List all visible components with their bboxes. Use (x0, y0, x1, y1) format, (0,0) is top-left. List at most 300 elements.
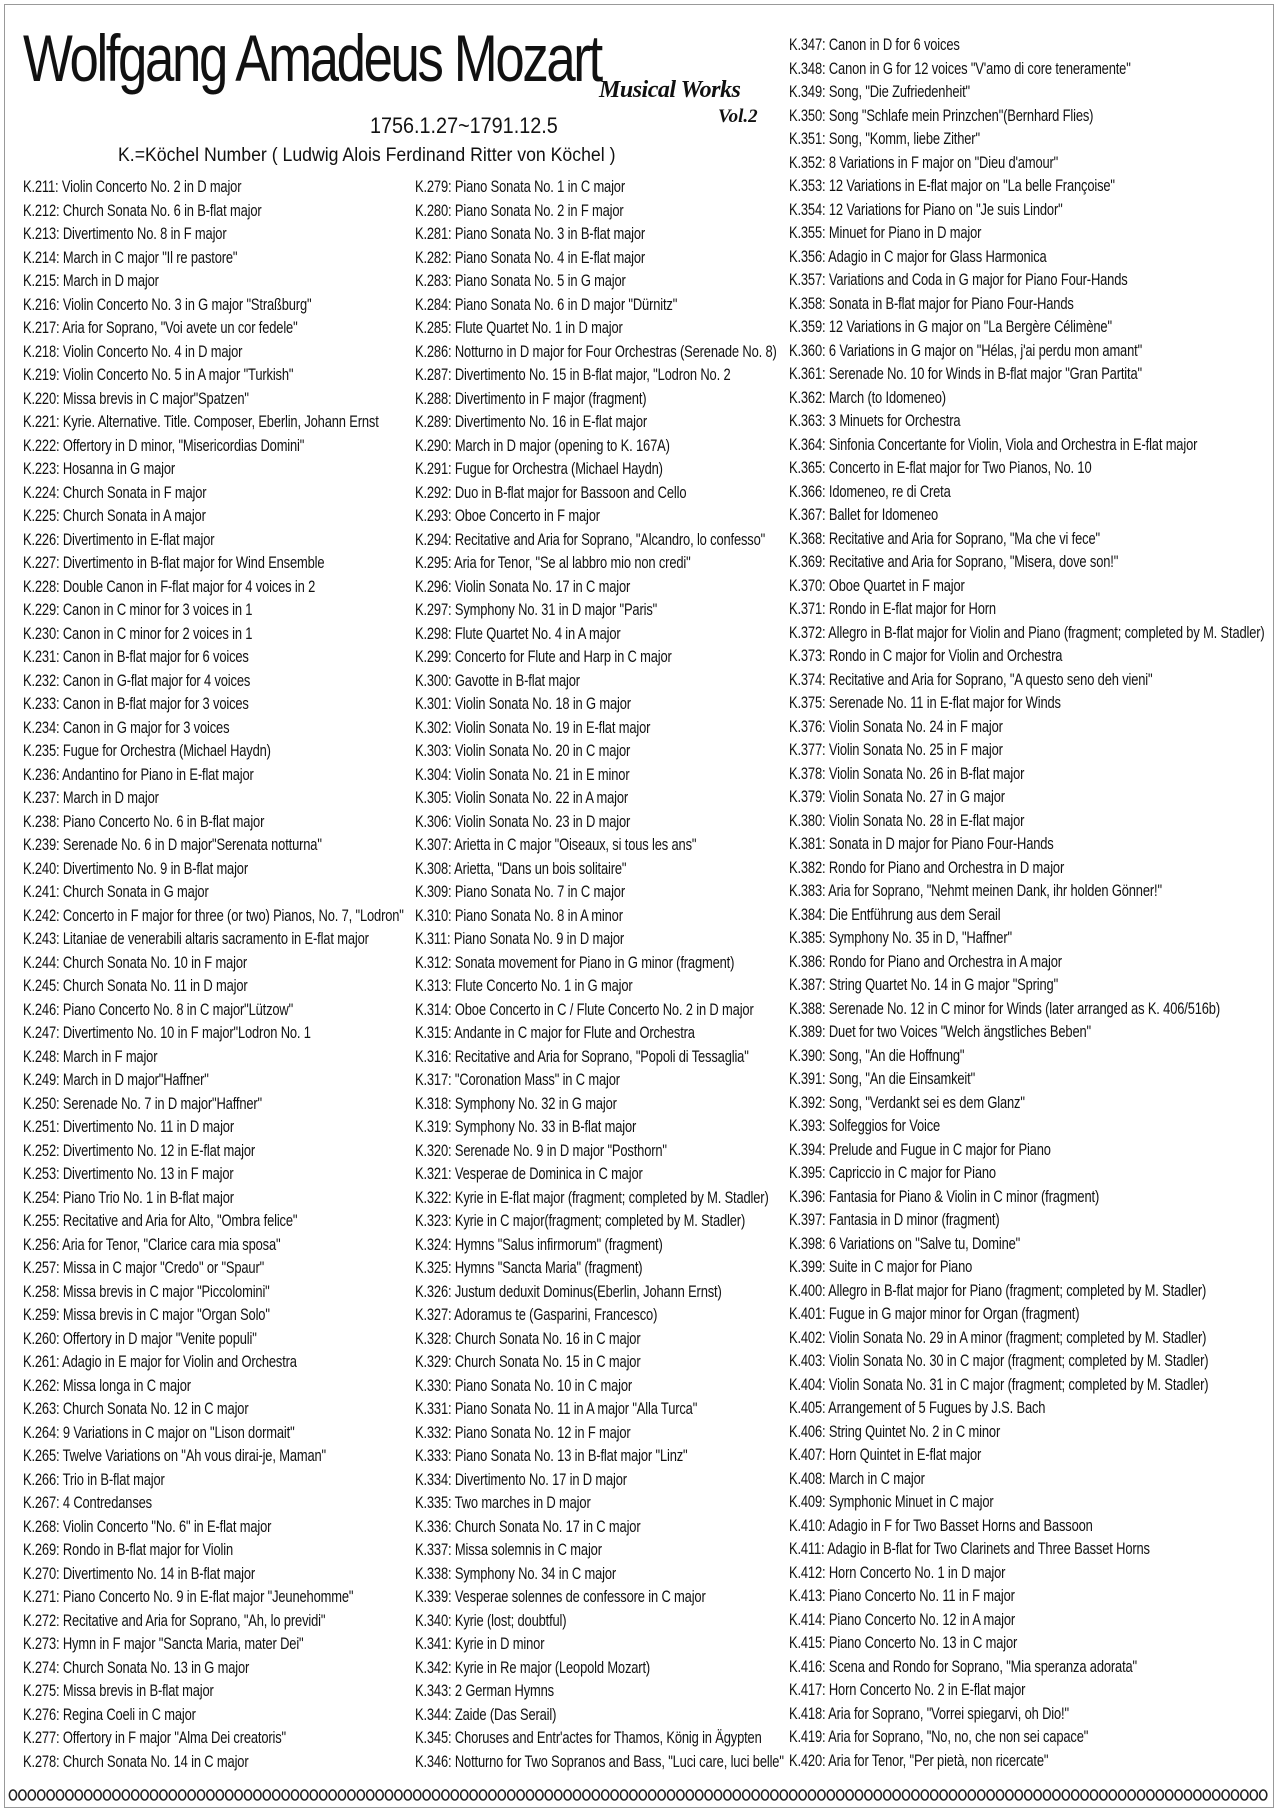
work-entry: K.246: Piano Concerto No. 8 in C major"Lützow" (23, 999, 294, 1019)
work-entry: K.317: "Coronation Mass" in C major (415, 1070, 620, 1089)
work-entry: K.252: Divertimento No. 12 in E-flat major (23, 1140, 256, 1160)
border-dot (254, 1790, 261, 1800)
border-dot (1100, 1790, 1107, 1800)
work-entry: K.375: Serenade No. 11 in E-flat major for Winds (789, 693, 1061, 712)
border-dot (338, 1790, 345, 1800)
border-dot (940, 1790, 947, 1800)
work-entry: K.256: Aria for Tenor, "Clarice cara mia sposa" (23, 1234, 281, 1254)
work-entry: K.390: Song, "An die Hoffnung" (789, 1045, 965, 1065)
border-dot (733, 1790, 740, 1800)
work-entry: K.340: Kyrie (lost; doubtful) (415, 1610, 567, 1630)
border-dot (169, 1790, 176, 1800)
work-entry: K.325: Hymns "Sancta Maria" (fragment) (415, 1258, 643, 1277)
work-entry: K.332: Piano Sonata No. 12 in F major (415, 1422, 631, 1442)
border-dot (357, 1790, 364, 1800)
work-entry: K.224: Church Sonata in F major (23, 482, 207, 502)
work-entry: K.418: Aria for Soprano, "Vorrei spiegarvi, oh Dio!" (789, 1703, 1069, 1723)
border-dot (799, 1790, 806, 1800)
work-entry: K.368: Recitative and Aria for Soprano, "Ma che vi fece" (789, 528, 1100, 548)
work-entry: K.411: Adagio in B-flat for Two Clarinets and Three Basset Horns (789, 1539, 1150, 1558)
border-dot (921, 1790, 928, 1800)
work-entry: K.369: Recitative and Aria for Soprano, "Misera, dove son!" (789, 552, 1119, 571)
border-dot (620, 1790, 627, 1800)
work-entry: K.235: Fugue for Orchestra (Michael Haydn) (23, 741, 271, 760)
border-dot (564, 1790, 571, 1800)
work-entry: K.310: Piano Sonata No. 8 in A minor (415, 905, 623, 925)
border-dot (583, 1790, 590, 1800)
work-entry: K.296: Violin Sonata No. 17 in C major (415, 576, 631, 596)
title-block (23, 21, 793, 175)
work-entry: K.257: Missa in C major "Credo" or "Spaur" (23, 1258, 265, 1277)
border-dot (1184, 1790, 1191, 1800)
work-entry: K.293: Oboe Concerto in F major (415, 506, 600, 525)
border-dot (291, 1790, 298, 1800)
border-dot (1203, 1790, 1210, 1800)
work-entry: K.314: Oboe Concerto in C / Flute Concerto No. 2 in D major (415, 999, 754, 1019)
document-page (4, 4, 1274, 1808)
work-entry: K.321: Vesperae de Dominica in C major (415, 1164, 643, 1183)
work-entry: K.420: Aria for Tenor, "Per pietà, non ricercate" (789, 1750, 1049, 1770)
work-entry: K.358: Sonata in B-flat major for Piano Four-Hands (789, 293, 1074, 313)
work-entry: K.384: Die Entführung aus dem Serail (789, 904, 1001, 924)
work-entry: K.244: Church Sonata No. 10 in F major (23, 952, 248, 972)
work-entry: K.279: Piano Sonata No. 1 in C major (415, 177, 625, 196)
work-entry: K.261: Adagio in E major for Violin and Orchestra (23, 1352, 297, 1371)
border-dot (1062, 1790, 1069, 1800)
work-entry: K.309: Piano Sonata No. 7 in C major (415, 882, 625, 901)
work-entry: K.308: Arietta, "Dans un bois solitaire" (415, 858, 627, 878)
border-dot (705, 1790, 712, 1800)
border-dot (1043, 1790, 1050, 1800)
work-entry: K.312: Sonata movement for Piano in G minor (fragment) (415, 952, 735, 972)
work-entry: K.218: Violin Concerto No. 4 in D major (23, 341, 243, 361)
work-entry: K.342: Kyrie in Re major (Leopold Mozart) (415, 1657, 651, 1677)
work-entry: K.335: Two marches in D major (415, 1493, 591, 1512)
work-entry: K.243: Litaniae de venerabili altaris sacramento in E-flat major (23, 929, 369, 948)
work-entry: K.402: Violin Sonata No. 29 in A minor (fragment; completed by M. Stadler) (789, 1327, 1207, 1347)
border-dot (38, 1790, 45, 1800)
work-entry: K.305: Violin Sonata No. 22 in A major (415, 788, 629, 807)
work-entry: K.343: 2 German Hymns (415, 1681, 554, 1700)
border-dot (244, 1790, 251, 1800)
border-dot (1034, 1790, 1041, 1800)
border-dot (414, 1790, 421, 1800)
work-entry: K.229: Canon in C minor for 3 voices in 1 (23, 600, 253, 619)
border-dot (696, 1790, 703, 1800)
work-entry: K.380: Violin Sonata No. 28 in E-flat major (789, 810, 1025, 830)
border-dot (517, 1790, 524, 1800)
work-entry: K.383: Aria for Soprano, "Nehmt meinen Dank, ihr holden Gönner!" (789, 881, 1162, 900)
work-entry: K.271: Piano Concerto No. 9 in E-flat major "Jeunehomme" (23, 1587, 354, 1606)
border-dot (489, 1790, 496, 1800)
work-entry: K.291: Fugue for Orchestra (Michael Haydn) (415, 459, 663, 478)
work-entry: K.416: Scena and Rondo for Soprano, "Mia speranza adorata" (789, 1656, 1137, 1676)
work-entry: K.254: Piano Trio No. 1 in B-flat major (23, 1187, 234, 1207)
work-entry: K.405: Arrangement of 5 Fugues by J.S. Bach (789, 1398, 1046, 1417)
work-entry: K.409: Symphonic Minuet in C major (789, 1492, 994, 1511)
work-entry: K.220: Missa brevis in C major"Spatzen" (23, 388, 249, 408)
border-dot (329, 1790, 336, 1800)
border-dot (931, 1790, 938, 1800)
work-entry: K.230: Canon in C minor for 2 voices in 1 (23, 623, 253, 643)
border-dot (874, 1790, 881, 1800)
work-entry: K.359: 12 Variations in G major on "La Bergère Célimène" (789, 317, 1112, 336)
border-dot (1222, 1790, 1229, 1800)
work-entry: K.403: Violin Sonata No. 30 in C major (fragment; completed by M. Stadler) (789, 1351, 1209, 1370)
border-dot (423, 1790, 430, 1800)
work-entry: K.268: Violin Concerto "No. 6" in E-flat major (23, 1516, 272, 1536)
border-dot (348, 1790, 355, 1800)
work-entry: K.349: Song, "Die Zufriedenheit" (789, 82, 970, 101)
border-dot (987, 1790, 994, 1800)
work-entry: K.376: Violin Sonata No. 24 in F major (789, 716, 1003, 736)
work-entry: K.366: Idomeneo, re di Creta (789, 481, 951, 501)
volume-label: Vol.2 (718, 106, 758, 127)
border-dot (630, 1790, 637, 1800)
border-dot (771, 1790, 778, 1800)
work-entry: K.262: Missa longa in C major (23, 1375, 191, 1395)
work-entry: K.397: Fantasia in D minor (fragment) (789, 1210, 1000, 1229)
border-dot (1241, 1790, 1248, 1800)
work-entry: K.399: Suite in C major for Piano (789, 1257, 973, 1276)
work-entry: K.401: Fugue in G major minor for Organ (fragment) (789, 1304, 1080, 1323)
border-dot (639, 1790, 646, 1800)
work-entry: K.333: Piano Sonata No. 13 in B-flat major "Linz" (415, 1446, 688, 1465)
work-entry: K.396: Fantasia for Piano & Violin in C minor (fragment) (789, 1186, 1100, 1206)
border-dot (113, 1790, 120, 1800)
work-entry: K.282: Piano Sonata No. 4 in E-flat major (415, 247, 646, 267)
work-entry: K.322: Kyrie in E-flat major (fragment; completed by M. Stadler) (415, 1187, 769, 1207)
border-dot (320, 1790, 327, 1800)
work-entry: K.251: Divertimento No. 11 in D major (23, 1117, 234, 1136)
border-dot (122, 1790, 129, 1800)
border-dot (442, 1790, 449, 1800)
border-dot (132, 1790, 139, 1800)
work-entry: K.242: Concerto in F major for three (or two) Pianos, No. 7, "Lodron" (23, 905, 404, 925)
work-entry: K.286: Notturno in D major for Four Orchestras (Serenade No. 8) (415, 341, 777, 361)
work-entry: K.287: Divertimento No. 15 in B-flat major, "Lodron No. 2 (415, 365, 731, 384)
border-dot (1090, 1790, 1097, 1800)
work-entry: K.393: Solfeggios for Voice (789, 1116, 941, 1135)
border-dot (263, 1790, 270, 1800)
work-entry: K.249: March in D major"Haffner" (23, 1070, 209, 1089)
work-entry: K.315: Andante in C major for Flute and Orchestra (415, 1023, 695, 1042)
work-entry: K.371: Rondo in E-flat major for Horn (789, 599, 996, 618)
border-dot (150, 1790, 157, 1800)
work-entry: K.316: Recitative and Aria for Soprano, "Popoli di Tessaglia" (415, 1046, 749, 1066)
work-entry: K.245: Church Sonata No. 11 in D major (23, 976, 248, 995)
work-entry: K.412: Horn Concerto No. 1 in D major (789, 1562, 1006, 1582)
decorative-border (5, 1783, 1274, 1807)
border-dot (1147, 1790, 1154, 1800)
border-dot (1156, 1790, 1163, 1800)
work-entry: K.392: Song, "Verdankt sei es dem Glanz" (789, 1092, 1025, 1112)
border-dot (141, 1790, 148, 1800)
work-entry: K.350: Song "Schlafe mein Prinzchen"(Bernhard Flies) (789, 105, 1094, 125)
page-title: Wolfgang Amadeus Mozart (23, 21, 601, 95)
border-dot (1119, 1790, 1126, 1800)
work-entry: K.345: Choruses and Entr'actes for Thamos, König in Ägypten (415, 1728, 762, 1747)
work-entry: K.238: Piano Concerto No. 6 in B-flat major (23, 811, 265, 831)
border-dot (432, 1790, 439, 1800)
work-entry: K.347: Canon in D for 6 voices (789, 35, 960, 54)
work-entry: K.385: Symphony No. 35 in D, "Haffner" (789, 928, 1012, 947)
border-dot (667, 1790, 674, 1800)
work-entry: K.374: Recitative and Aria for Soprano, "A questo seno deh vieni" (789, 669, 1153, 689)
kochel-note: K.=Köchel Number ( Ludwig Alois Ferdinand Ritter von Köchel ) (118, 145, 616, 166)
work-entry: K.263: Church Sonata No. 12 in C major (23, 1399, 249, 1418)
border-dot (526, 1790, 533, 1800)
work-entry: K.357: Variations and Coda in G major for Piano Four-Hands (789, 270, 1128, 289)
border-dot (1137, 1790, 1144, 1800)
work-entry: K.298: Flute Quartet No. 4 in A major (415, 623, 621, 643)
work-entry: K.404: Violin Sonata No. 31 in C major (fragment; completed by M. Stadler) (789, 1374, 1209, 1394)
border-dot (179, 1790, 186, 1800)
work-entry: K.356: Adagio in C major for Glass Harmonica (789, 246, 1047, 266)
work-entry: K.275: Missa brevis in B-flat major (23, 1681, 214, 1700)
work-entry: K.341: Kyrie in D minor (415, 1634, 545, 1653)
work-entry: K.346: Notturno for Two Sopranos and Bass, "Luci care, luci belle" (415, 1751, 784, 1771)
work-entry: K.217: Aria for Soprano, "Voi avete un cor fedele" (23, 318, 298, 337)
border-dot (649, 1790, 656, 1800)
work-entry: K.265: Twelve Variations on "Ah vous dirai-je, Maman" (23, 1446, 326, 1465)
border-dot (28, 1790, 35, 1800)
work-entry: K.365: Concerto in E-flat major for Two Pianos, No. 10 (789, 458, 1092, 477)
work-entry: K.320: Serenade No. 9 in D major "Posthorn" (415, 1140, 667, 1160)
work-entry: K.415: Piano Concerto No. 13 in C major (789, 1633, 1018, 1652)
work-entry: K.213: Divertimento No. 8 in F major (23, 224, 227, 243)
border-dot (780, 1790, 787, 1800)
work-entry: K.223: Hosanna in G major (23, 459, 176, 478)
border-dot (714, 1790, 721, 1800)
border-dot (865, 1790, 872, 1800)
border-dot (226, 1790, 233, 1800)
work-entry: K.372: Allegro in B-flat major for Violin and Piano (fragment; completed by M. Stadler) (789, 622, 1265, 642)
work-entry: K.382: Rondo for Piano and Orchestra in D major (789, 857, 1065, 877)
work-entry: K.269: Rondo in B-flat major for Violin (23, 1540, 233, 1559)
work-entry: K.400: Allegro in B-flat major for Piano (fragment; completed by M. Stadler) (789, 1280, 1207, 1300)
border-dot (1166, 1790, 1173, 1800)
border-dot (724, 1790, 731, 1800)
work-entry: K.216: Violin Concerto No. 3 in G major "Straßburg" (23, 294, 312, 314)
work-entry: K.250: Serenade No. 7 in D major"Haffner" (23, 1093, 262, 1113)
work-entry: K.410: Adagio in F for Two Basset Horns and Bassoon (789, 1515, 1093, 1535)
border-dot (1213, 1790, 1220, 1800)
work-entry: K.329: Church Sonata No. 15 in C major (415, 1352, 641, 1371)
border-dot (461, 1790, 468, 1800)
work-entry: K.272: Recitative and Aria for Soprano, "Ah, lo previdi" (23, 1610, 326, 1630)
work-entry: K.274: Church Sonata No. 13 in G major (23, 1657, 250, 1677)
border-dot (479, 1790, 486, 1800)
work-entry: K.367: Ballet for Idomeneo (789, 505, 939, 524)
border-dot (56, 1790, 63, 1800)
work-entry: K.231: Canon in B-flat major for 6 voices (23, 647, 249, 666)
work-entry: K.277: Offertory in F major "Alma Dei creatoris" (23, 1728, 287, 1747)
border-dot (1231, 1790, 1238, 1800)
border-dot (790, 1790, 797, 1800)
work-entry: K.232: Canon in G-flat major for 4 voices (23, 670, 251, 690)
work-entry: K.283: Piano Sonata No. 5 in G major (415, 271, 626, 290)
border-dots (5, 1783, 1274, 1807)
work-entry: K.337: Missa solemnis in C major (415, 1540, 602, 1559)
work-entry: K.391: Song, "An die Einsamkeit" (789, 1069, 976, 1088)
work-entry: K.260: Offertory in D major "Venite populi" (23, 1328, 257, 1348)
work-entry: K.413: Piano Concerto No. 11 in F major (789, 1586, 1015, 1605)
work-entry: K.330: Piano Sonata No. 10 in C major (415, 1375, 633, 1395)
work-entry: K.300: Gavotte in B-flat major (415, 670, 580, 690)
border-dot (395, 1790, 402, 1800)
work-entry: K.361: Serenade No. 10 for Winds in B-flat major "Gran Partita" (789, 364, 1142, 383)
border-dot (808, 1790, 815, 1800)
work-entry: K.294: Recitative and Aria for Soprano, "Alcandro, lo confesso" (415, 529, 766, 549)
work-entry: K.334: Divertimento No. 17 in D major (415, 1469, 627, 1489)
work-entry: K.247: Divertimento No. 10 in F major"Lodron No. 1 (23, 1023, 311, 1042)
work-entry: K.295: Aria for Tenor, "Se al labbro mio non credi" (415, 553, 691, 572)
work-entry: K.323: Kyrie in C major(fragment; completed by M. Stadler) (415, 1211, 746, 1230)
work-entry: K.379: Violin Sonata No. 27 in G major (789, 787, 1005, 806)
work-entry: K.307: Arietta in C major "Oiseaux, si tous les ans" (415, 835, 697, 854)
work-entry: K.273: Hymn in F major "Sancta Maria, mater Dei" (23, 1634, 304, 1653)
border-dot (207, 1790, 214, 1800)
work-entry: K.259: Missa brevis in C major "Organ Solo" (23, 1305, 270, 1324)
border-dot (818, 1790, 825, 1800)
work-entry: K.280: Piano Sonata No. 2 in F major (415, 200, 624, 220)
border-dot (827, 1790, 834, 1800)
border-dot (385, 1790, 392, 1800)
work-entry: K.214: March in C major "Il re pastore" (23, 247, 238, 267)
work-entry: K.241: Church Sonata in G major (23, 882, 209, 901)
border-dot (216, 1790, 223, 1800)
border-dot (545, 1790, 552, 1800)
work-entry: K.327: Adoramus te (Gasparini, Francesco) (415, 1305, 658, 1324)
border-dot (94, 1790, 101, 1800)
border-dot (282, 1790, 289, 1800)
border-dot (1109, 1790, 1116, 1800)
work-entry: K.395: Capriccio in C major for Piano (789, 1163, 996, 1182)
border-dot (658, 1790, 665, 1800)
border-dot (686, 1790, 693, 1800)
border-dot (1006, 1790, 1013, 1800)
work-entry: K.324: Hymns "Salus infirmorum" (fragment) (415, 1234, 663, 1254)
work-entry: K.363: 3 Minuets for Orchestra (789, 411, 961, 430)
work-entry: K.386: Rondo for Piano and Orchestra in A major (789, 951, 1062, 971)
border-dot (752, 1790, 759, 1800)
work-entry: K.264: 9 Variations in C major on "Lison dormait" (23, 1422, 295, 1442)
work-entry: K.289: Divertimento No. 16 in E-flat major (415, 412, 648, 431)
border-dot (1053, 1790, 1060, 1800)
work-entry: K.311: Piano Sonata No. 9 in D major (415, 929, 625, 948)
work-entry: K.303: Violin Sonata No. 20 in C major (415, 741, 631, 760)
work-entry: K.240: Divertimento No. 9 in B-flat major (23, 858, 248, 878)
life-dates: 1756.1.27~1791.12.5 (370, 113, 558, 138)
work-entry: K.419: Aria for Soprano, "No, no, che non sei capace" (789, 1727, 1089, 1746)
border-dot (1072, 1790, 1079, 1800)
border-dot (912, 1790, 919, 1800)
border-dot (19, 1790, 26, 1800)
work-entry: K.381: Sonata in D major for Piano Four-Hands (789, 834, 1054, 853)
work-entry: K.278: Church Sonata No. 14 in C major (23, 1751, 249, 1771)
work-entry: K.236: Andantino for Piano in E-flat major (23, 764, 254, 784)
border-dot (235, 1790, 242, 1800)
border-dot (103, 1790, 110, 1800)
border-dot (1260, 1790, 1267, 1800)
border-dot (959, 1790, 966, 1800)
work-entry: K.255: Recitative and Aria for Alto, "Ombra felice" (23, 1211, 298, 1230)
work-entry: K.304: Violin Sonata No. 21 in E minor (415, 764, 630, 784)
work-entry: K.284: Piano Sonata No. 6 in D major "Dürnitz" (415, 294, 678, 314)
work-entry: K.351: Song, "Komm, liebe Zither" (789, 129, 980, 148)
border-dot (611, 1790, 618, 1800)
work-entry: K.364: Sinfonia Concertante for Violin, Viola and Orchestra in E-flat major (789, 434, 1198, 454)
work-entry: K.378: Violin Sonata No. 26 in B-flat major (789, 763, 1025, 783)
work-entry: K.258: Missa brevis in C major "Piccolomini" (23, 1281, 270, 1301)
work-entry: K.344: Zaide (Das Serail) (415, 1704, 557, 1724)
border-dot (602, 1790, 609, 1800)
work-entry: K.394: Prelude and Fugue in C major for Piano (789, 1139, 1051, 1159)
work-entry: K.360: 6 Variations in G major on "Hélas, j'ai perdu mon amant" (789, 340, 1143, 360)
work-entry: K.215: March in D major (23, 271, 159, 290)
work-entry: K.362: March (to Idomeneo) (789, 387, 946, 407)
border-dot (949, 1790, 956, 1800)
work-entry: K.318: Symphony No. 32 in G major (415, 1093, 617, 1113)
border-dot (66, 1790, 73, 1800)
work-entry: K.306: Violin Sonata No. 23 in D major (415, 811, 631, 831)
work-entry: K.248: March in F major (23, 1046, 158, 1066)
border-dot (893, 1790, 900, 1800)
border-dot (367, 1790, 374, 1800)
work-entry: K.288: Divertimento in F major (fragment) (415, 388, 647, 408)
border-dot (9, 1790, 16, 1800)
work-entry: K.326: Justum deduxit Dominus(Eberlin, Johann Ernst) (415, 1281, 722, 1301)
border-dot (1128, 1790, 1135, 1800)
works-column-3 (789, 33, 1274, 1772)
border-dot (160, 1790, 167, 1800)
work-entry: K.239: Serenade No. 6 in D major"Serenata notturna" (23, 835, 322, 854)
border-dot (1250, 1790, 1257, 1800)
work-entry: K.377: Violin Sonata No. 25 in F major (789, 740, 1003, 759)
work-entry: K.331: Piano Sonata No. 11 in A major "Alla Turca" (415, 1399, 698, 1418)
border-dot (75, 1790, 82, 1800)
work-entry: K.353: 12 Variations in E-flat major on "La belle Françoise" (789, 176, 1115, 195)
border-dot (47, 1790, 54, 1800)
border-dot (968, 1790, 975, 1800)
border-dot (85, 1790, 92, 1800)
work-entry: K.388: Serenade No. 12 in C minor for Winds (later arranged as K. 406/516b) (789, 998, 1220, 1018)
border-dot (902, 1790, 909, 1800)
border-dot (197, 1790, 204, 1800)
work-entry: K.338: Symphony No. 34 in C major (415, 1563, 617, 1583)
work-entry: K.373: Rondo in C major for Violin and Orchestra (789, 646, 1063, 665)
work-entry: K.354: 12 Variations for Piano on "Je suis Lindor" (789, 199, 1063, 219)
work-entry: K.233: Canon in B-flat major for 3 voices (23, 694, 249, 713)
work-entry: K.227: Divertimento in B-flat major for Wind Ensemble (23, 553, 325, 572)
work-entry: K.352: 8 Variations in F major on "Dieu d'amour" (789, 152, 1059, 172)
work-entry: K.225: Church Sonata in A major (23, 506, 206, 525)
border-dot (855, 1790, 862, 1800)
border-dot (573, 1790, 580, 1800)
work-entry: K.219: Violin Concerto No. 5 in A major "Turkish" (23, 365, 294, 384)
border-dot (978, 1790, 985, 1800)
work-entry: K.398: 6 Variations on "Salve tu, Domine" (789, 1233, 1021, 1253)
border-dot (301, 1790, 308, 1800)
border-dot (837, 1790, 844, 1800)
work-entry: K.281: Piano Sonata No. 3 in B-flat major (415, 224, 646, 243)
border-dot (996, 1790, 1003, 1800)
border-dot (1025, 1790, 1032, 1800)
border-dot (884, 1790, 891, 1800)
border-dot (1081, 1790, 1088, 1800)
work-entry: K.297: Symphony No. 31 in D major "Paris" (415, 600, 658, 619)
